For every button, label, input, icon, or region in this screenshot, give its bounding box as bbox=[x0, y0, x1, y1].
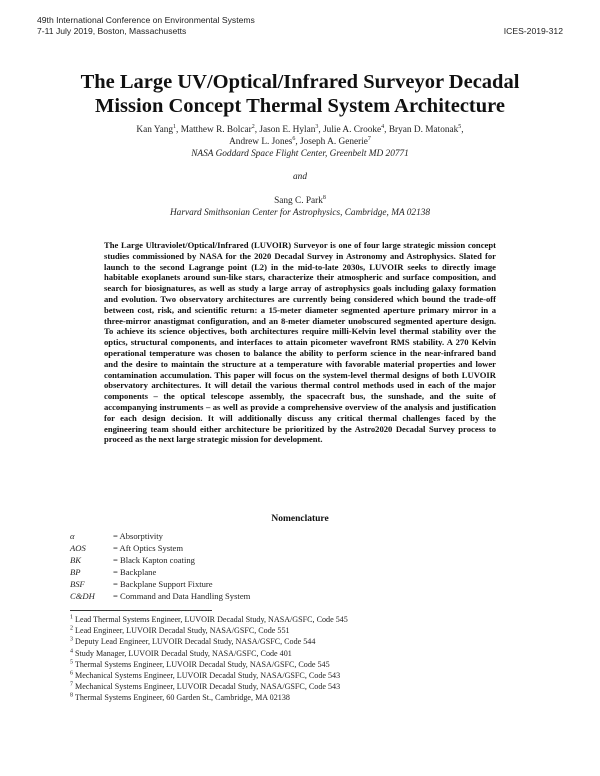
footnote-text: Deputy Lead Engineer, LUVOIR Decadal Study, NASA/GSFC, Code 544 bbox=[75, 637, 316, 647]
footnotes bbox=[70, 614, 348, 704]
footnote-mark: 8 bbox=[70, 692, 73, 699]
affiliation-mark: 1 bbox=[173, 123, 177, 130]
footnote-mark: 6 bbox=[70, 670, 73, 677]
footnote-mark: 1 bbox=[70, 614, 73, 621]
footnote bbox=[70, 659, 348, 670]
footnote-mark: 4 bbox=[70, 647, 73, 654]
nomenclature-definition: = Aft Optics System bbox=[113, 543, 184, 553]
nomenclature-symbol: BP bbox=[70, 567, 81, 577]
author-name: Andrew L. Jones bbox=[229, 136, 293, 147]
footnote-text: Mechanical Systems Engineer, LUVOIR Decadal Study, NASA/GSFC, Code 543 bbox=[75, 671, 341, 681]
footnote-text: Mechanical Systems Engineer, LUVOIR Decadal Study, NASA/GSFC, Code 543 bbox=[75, 682, 341, 692]
nomenclature-item bbox=[70, 578, 250, 590]
nomenclature-definition: = Absorptivity bbox=[113, 531, 163, 541]
nomenclature-item bbox=[70, 554, 250, 566]
footnote bbox=[70, 636, 348, 647]
nomenclature-definition: = Backplane bbox=[113, 567, 157, 577]
affiliation-mark: 2 bbox=[251, 123, 255, 130]
footnote bbox=[70, 670, 348, 681]
author-line-1: Kan Yang$^1$, Matthew R. Bolcar$^2$, Jason E. Hylan$^3$, Julie A. Crooke$^4$, Bryan D. Matonak$^5$, bbox=[136, 123, 464, 135]
nomenclature-item bbox=[70, 590, 250, 602]
conference-name: 49th International Conference on Environmental Systems bbox=[37, 15, 255, 25]
nomenclature-definition: = Command and Data Handling System bbox=[113, 591, 251, 601]
author-conjunction: and bbox=[293, 172, 307, 182]
paper-title bbox=[0, 70, 600, 118]
nomenclature-item bbox=[70, 566, 250, 578]
footnote bbox=[70, 681, 348, 692]
abstract-text: The Large Ultraviolet/Optical/Infrared (LUVOIR) Surveyor is one of four large strategic mission concept studies commissioned by NASA for the 2020 Decadal Survey in Astronomy and Astrophysics. Slated for launch to the second Lagrange point (L2) in the mid-to-late 2030s, LUVOIR seeks to directly image habitable exoplanets around sun-like stars, characterize their atmospheric and surface composition, and search for biosignatures, as well as study a large array of astrophysics goals including galaxy formation and evolution. Two observatory architectures are currently being considered which bound the trade-off between cost, risk, and scientific return: a 15-meter diameter segmented aperture primary mirror in a three-mirror anastigmat configuration, and an 8-meter diameter unobscured segmented aperture design. To achieve its science objectives, both architectures require milli-Kelvin level thermal stability over the optics, structural components, and interfaces to attain picometer wavefront RMS stability. A 270 Kelvin operational temperature was chosen to balance the ability to perform science in the near-infrared band and the desire to maintain the structure at a temperature with favorable material properties and lower contamination accumulation. This paper will focus on the system-level thermal designs of both LUVOIR observatory architectures. It will detail the various thermal control methods used in each of the major components – the optical telescope assembly, the spacecraft bus, the sunshade, and the suite of accompanying instruments – as well as provide a comprehensive overview of the analysis and justification for each design decision. It will additionally discuss any critical thermal challenges faced by the engineering team should either architecture be prioritized by the Astro2020 Decadal Survey process to proceed as the next large strategic mission for development. bbox=[104, 240, 496, 445]
footnote-divider bbox=[70, 610, 212, 611]
nomenclature-heading: Nomenclature bbox=[271, 514, 329, 524]
author-name: Matthew R. Bolcar bbox=[180, 125, 252, 135]
paper-id: ICES-2019-312 bbox=[503, 26, 563, 36]
nomenclature-symbol: AOS bbox=[70, 543, 86, 553]
nomenclature-definition: = Backplane Support Fixture bbox=[113, 579, 213, 589]
footnote-mark: 5 bbox=[70, 659, 73, 666]
footnote bbox=[70, 614, 348, 625]
author-line-3 bbox=[0, 196, 600, 208]
affiliation-mark: 4 bbox=[381, 123, 385, 130]
author-block-2 bbox=[0, 196, 600, 220]
author-name: Bryan D. Matonak bbox=[388, 125, 459, 135]
footnote-text: Thermal Systems Engineer, LUVOIR Decadal Study, NASA/GSFC, Code 545 bbox=[74, 659, 330, 669]
footnote-text: Thermal Systems Engineer, 60 Garden St., Cambridge, MA 02138 bbox=[74, 693, 290, 703]
nomenclature-list bbox=[70, 530, 250, 602]
title-line-2: Mission Concept Thermal System Architecture bbox=[95, 95, 505, 117]
footnote bbox=[70, 692, 348, 703]
running-header bbox=[37, 15, 255, 37]
footnote bbox=[70, 648, 348, 659]
affiliation-mark: 3 bbox=[315, 123, 319, 130]
footnote-text: Study Manager, LUVOIR Decadal Study, NASA/GSFC, Code 401 bbox=[75, 648, 292, 658]
nomenclature-definition: = Black Kapton coating bbox=[113, 555, 195, 565]
nomenclature-item bbox=[70, 530, 250, 542]
author-name: Julie A. Crooke bbox=[323, 125, 382, 135]
affiliation-goddard: NASA Goddard Space Flight Center, Greenbelt MD 20771 bbox=[191, 148, 409, 159]
author-name: Kan Yang bbox=[136, 125, 174, 135]
conference-dates-location: 7-11 July 2019, Boston, Massachusetts bbox=[37, 26, 187, 36]
nomenclature-symbol: BSF bbox=[70, 579, 85, 589]
nomenclature-symbol: C&DH bbox=[70, 591, 95, 601]
author-name: Sang C. Park bbox=[274, 196, 323, 206]
nomenclature-symbol: BK bbox=[70, 555, 81, 565]
affiliation-harvard: Harvard Smithsonian Center for Astrophysics, Cambridge, MA 02138 bbox=[169, 207, 431, 218]
author-block bbox=[0, 125, 600, 160]
author-name: Joseph A. Generie bbox=[300, 136, 368, 147]
affiliation-mark: 8 bbox=[322, 194, 326, 201]
footnote-text: Lead Thermal Systems Engineer, LUVOIR Decadal Study, NASA/GSFC, Code 545 bbox=[75, 615, 348, 624]
affiliation-mark: 5 bbox=[458, 123, 462, 130]
footnote-mark: 7 bbox=[70, 681, 73, 688]
affiliation-mark: 7 bbox=[367, 135, 371, 142]
nomenclature-symbol: α bbox=[70, 531, 75, 541]
footnote-text: Lead Engineer, LUVOIR Decadal Study, NASA/GSFC, Code 551 bbox=[75, 626, 290, 636]
footnote bbox=[70, 625, 348, 636]
nomenclature-item bbox=[70, 542, 250, 554]
affiliation-mark: 6 bbox=[292, 135, 296, 142]
title-line-1: The Large UV/Optical/Infrared Surveyor Decadal bbox=[80, 71, 520, 93]
footnote-mark: 3 bbox=[70, 636, 73, 643]
footnote-mark: 2 bbox=[70, 625, 73, 632]
author-line-2: Andrew L. Jones$^6$, Joseph A. Generie$^7$ bbox=[229, 135, 371, 147]
author-name: Jason E. Hylan bbox=[259, 125, 316, 135]
